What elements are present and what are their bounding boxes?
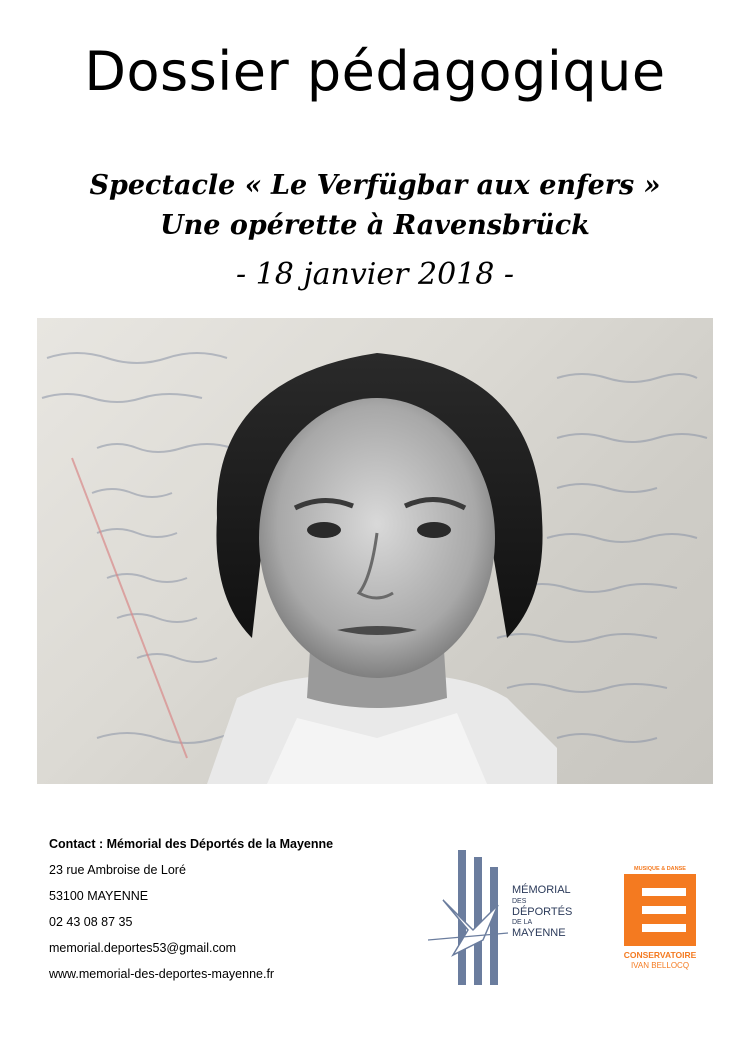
portrait-illustration xyxy=(37,318,713,784)
contact-city: 53100 MAYENNE xyxy=(49,889,149,903)
contact-email[interactable]: memorial.deportes53@gmail.com xyxy=(49,941,237,955)
memorial-logo xyxy=(428,845,598,990)
memorial-line1: MÉMORIAL xyxy=(512,884,571,896)
contact-phone: 02 43 08 87 35 xyxy=(49,915,133,929)
memorial-line5: MAYENNE xyxy=(512,927,566,939)
memorial-line2: DES xyxy=(512,898,527,905)
contact-address: 23 rue Ambroise de Loré xyxy=(49,863,186,877)
conservatoire-logo xyxy=(620,862,700,972)
memorial-line4: DE LA xyxy=(512,919,533,926)
contact-block xyxy=(49,836,333,992)
page-title: Dossier pédagogique xyxy=(84,40,666,103)
conservatoire-top: MUSIQUE & DANSE xyxy=(634,866,686,872)
conservatoire-name: CONSERVATOIRE xyxy=(623,950,697,960)
cover-photo xyxy=(37,318,713,784)
show-title: Spectacle « Le Verfügbar aux enfers » xyxy=(89,170,661,201)
conservatoire-person: IVAN BELLOCQ xyxy=(630,961,690,970)
event-date: - 18 janvier 2018 - xyxy=(235,257,515,292)
show-subtitle: Une opérette à Ravensbrück xyxy=(160,210,590,241)
contact-heading: Contact : Mémorial des Déportés de la Mayenne xyxy=(49,837,334,851)
memorial-line3: DÉPORTÉS xyxy=(512,906,573,918)
contact-website[interactable]: www.memorial-des-deportes-mayenne.fr xyxy=(49,967,275,981)
